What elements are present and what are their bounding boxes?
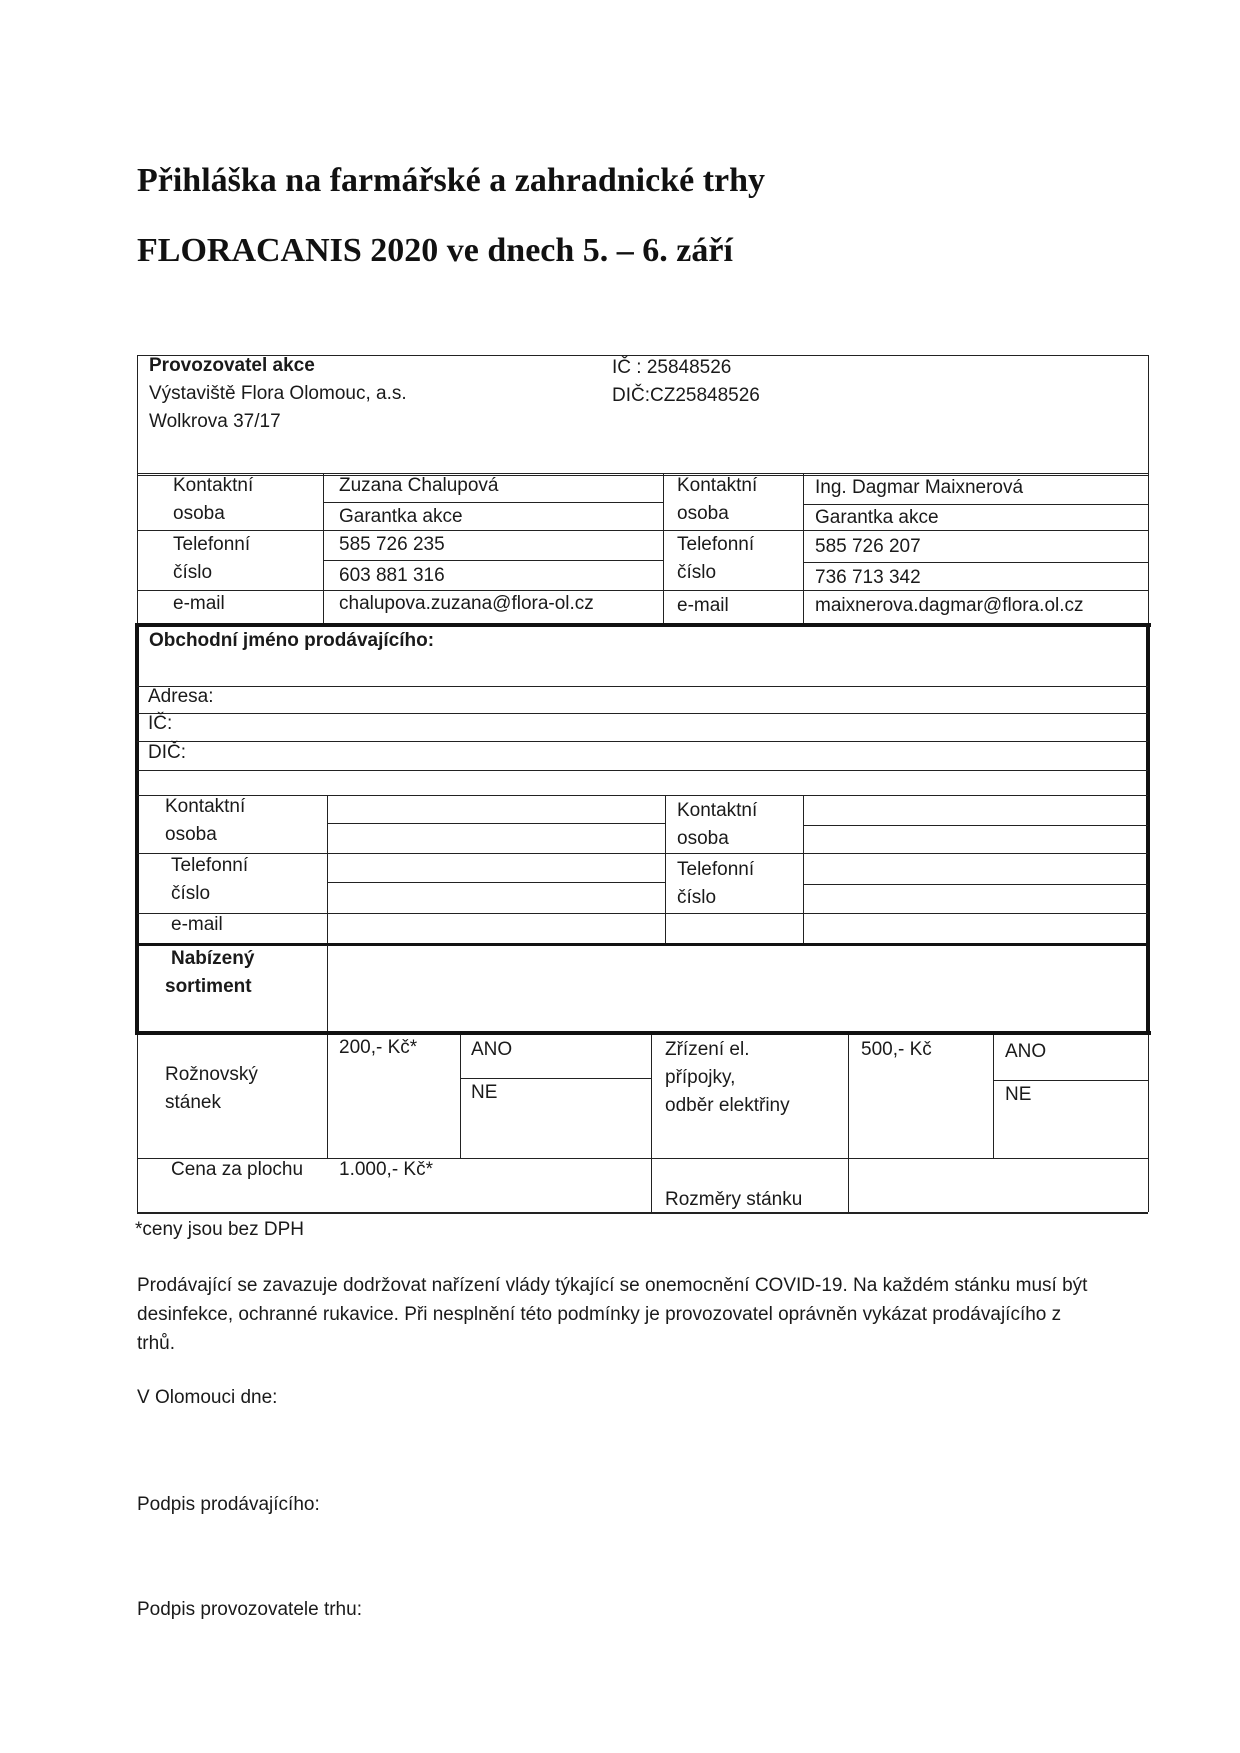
person2-phone1: 585 726 207 [815, 536, 921, 557]
seller-contact-label-b2: osoba [677, 828, 729, 849]
assortment-field[interactable] [329, 947, 1144, 1029]
electric-label-1: Zřízení el. [665, 1039, 750, 1060]
organizer-label: Provozovatel akce [149, 355, 315, 376]
seller-phone-label-a2: číslo [171, 883, 211, 904]
seller-phone-label-b1: Telefonní [677, 859, 755, 880]
seller-phone2-field[interactable] [329, 884, 663, 912]
assortment-label-2: sortiment [165, 976, 252, 997]
organizer-dic: DIČ:CZ25848526 [612, 385, 760, 406]
dimensions-field[interactable] [850, 1160, 1146, 1210]
phone-label-a2: číslo [173, 562, 213, 583]
place-date-label: V Olomouci dne: [137, 1387, 278, 1408]
seller-contact1-role-field[interactable] [329, 825, 663, 852]
person2-email: maixnerova.dagmar@flora.ol.cz [815, 595, 1084, 616]
seller-ic-field[interactable] [190, 715, 1140, 739]
person2-phone2: 736 713 342 [815, 567, 921, 588]
seller-ic-label: IČ: [148, 713, 173, 734]
business-name-field[interactable] [560, 627, 1140, 683]
seller-dic-label: DIČ: [148, 742, 186, 763]
covid-paragraph: Prodávající se zavazuje dodržovat nařízení vlády týkající se onemocnění COVID-19. Na každém stánku musí být desinfekce, ochranné rukavice. Při nesplnění této podmínky je provozovatel oprávněn vykázat prodávajícího z trhů. [137, 1275, 1088, 1354]
form-subtitle: FLORACANIS 2020 ve dnech 5. – 6. září [137, 232, 733, 269]
contact-label-b1: Kontaktní [677, 475, 758, 496]
email-label-a: e-mail [173, 593, 225, 614]
contact-label-a1: Kontaktní [173, 475, 254, 496]
person1-phone1: 585 726 235 [339, 534, 445, 555]
contact-label-a2: osoba [173, 503, 225, 524]
person1-email: chalupova.zuzana@flora-ol.cz [339, 593, 594, 614]
phone-label-a1: Telefonní [173, 534, 251, 555]
person1-phone2: 603 881 316 [339, 565, 445, 586]
seller-contact2-name-field[interactable] [805, 797, 1146, 824]
business-name-label: Obchodní jméno prodávajícího: [149, 630, 435, 651]
contact-label-b2: osoba [677, 503, 729, 524]
seller-phone-label-a1: Telefonní [171, 855, 249, 876]
seller-contact-label-a2: osoba [165, 824, 217, 845]
form-title: Přihláška na farmářské a zahradnické trhy [137, 162, 766, 199]
seller-phone-label-b2: číslo [677, 887, 717, 908]
person1-role: Garantka akce [339, 506, 463, 527]
person2-name: Ing. Dagmar Maixnerová [815, 477, 1024, 498]
organizer-ic: IČ : 25848526 [612, 357, 732, 378]
dimensions-label: Rozměry stánku [665, 1189, 803, 1210]
seller-contact-label-b1: Kontaktní [677, 800, 758, 821]
stall-yes-option[interactable]: ANO [471, 1039, 513, 1060]
phone-label-b1: Telefonní [677, 534, 755, 555]
stall-price: 200,- Kč* [339, 1037, 418, 1058]
electric-price: 500,- Kč [861, 1039, 932, 1060]
area-price-label: Cena za plochu [171, 1159, 304, 1180]
seller-signature-label: Podpis prodávajícího: [137, 1494, 320, 1515]
stall-no-option[interactable]: NE [471, 1082, 498, 1103]
seller-email-label: e-mail [171, 914, 223, 935]
person2-role: Garantka akce [815, 507, 939, 528]
seller-contact1-name-field[interactable] [329, 797, 663, 822]
seller-contact2-phone2-field[interactable] [805, 886, 1146, 912]
email-label-b: e-mail [677, 595, 729, 616]
electric-no-option[interactable]: NE [1005, 1084, 1032, 1105]
phone-label-b2: číslo [677, 562, 717, 583]
address-label: Adresa: [148, 686, 214, 707]
price-footnote: *ceny jsou bez DPH [135, 1219, 304, 1240]
person1-name: Zuzana Chalupová [339, 475, 499, 496]
assortment-label-1: Nabízený [171, 948, 255, 969]
organizer-signature-field[interactable] [395, 1595, 795, 1625]
organizer-name: Výstaviště Flora Olomouc, a.s. [149, 383, 407, 404]
seller-signature-field[interactable] [345, 1490, 745, 1520]
stall-label-1: Rožnovský [165, 1064, 258, 1085]
area-price: 1.000,- Kč* [339, 1159, 433, 1180]
seller-dic-field[interactable] [200, 743, 1140, 767]
seller-phone1-field[interactable] [329, 855, 663, 881]
electric-yes-option[interactable]: ANO [1005, 1041, 1047, 1062]
seller-contact-label-a1: Kontaktní [165, 796, 246, 817]
stall-label-2: stánek [165, 1092, 221, 1113]
address-field[interactable] [230, 688, 1140, 712]
electric-label-3: odběr elektřiny [665, 1095, 790, 1116]
seller-contact2-role-field[interactable] [805, 827, 1146, 852]
place-date-field[interactable] [300, 1384, 700, 1412]
organizer-signature-label: Podpis provozovatele trhu: [137, 1599, 362, 1620]
electric-label-2: přípojky, [665, 1067, 736, 1088]
seller-email1-field[interactable] [329, 915, 663, 942]
seller-contact2-email-field[interactable] [805, 915, 1146, 942]
area-field[interactable] [460, 1160, 649, 1210]
organizer-address: Wolkrova 37/17 [149, 411, 281, 432]
seller-contact2-phone1-field[interactable] [805, 855, 1146, 883]
